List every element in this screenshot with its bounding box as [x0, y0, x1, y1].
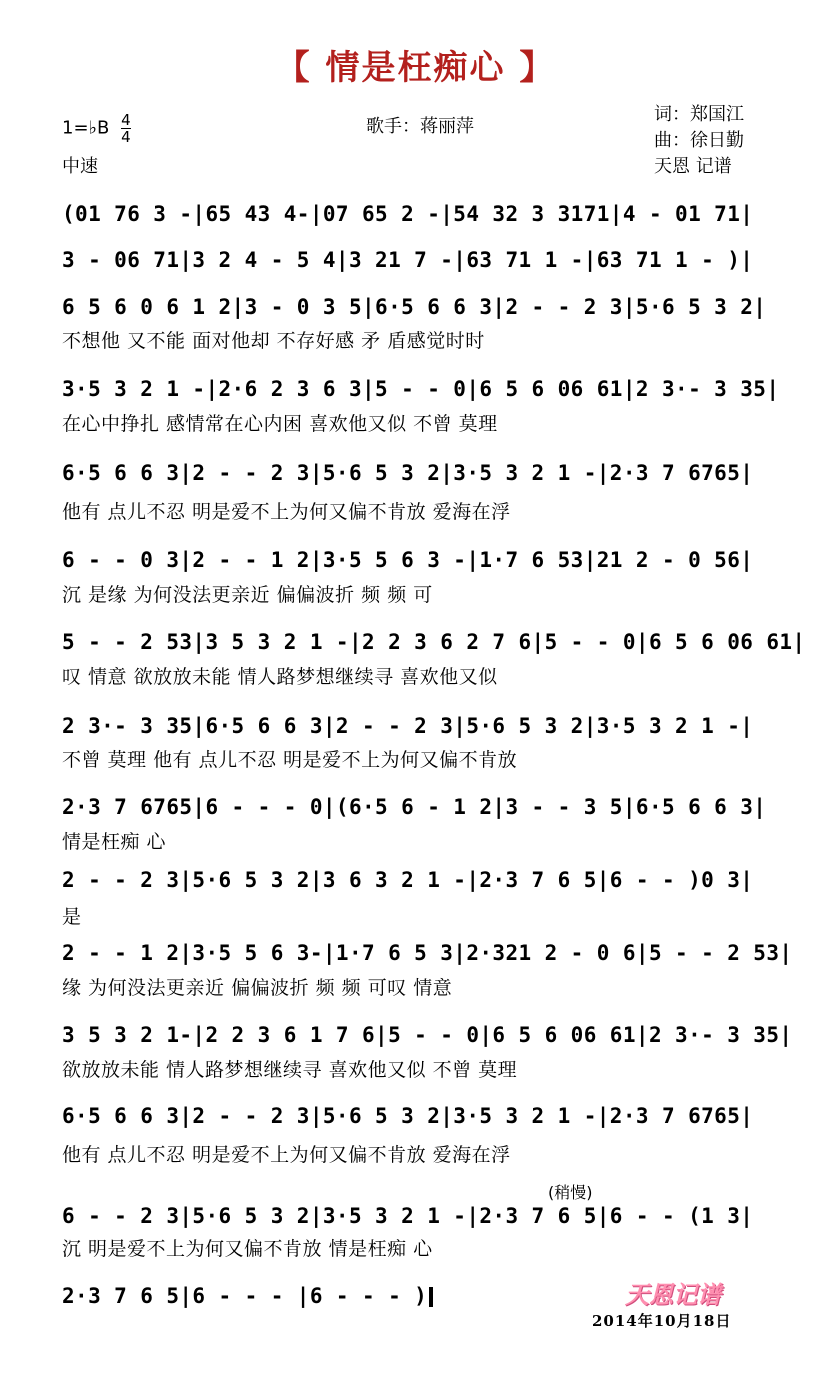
score-notes-line: 3 5 3 2 1-|2 2 3 6 1 7 6|5 - - 0|6 5 6 06 61|2 3·- 3 35| — [62, 1023, 793, 1047]
score-notes-line: 5 - - 2 53|3 5 3 2 1 -|2 2 3 6 2 7 6|5 - - 0|6 5 6 06 61| — [62, 630, 806, 654]
lyric-line: 是 — [62, 906, 82, 928]
lyric-line: 叹 情意 欲放放未能 情人路梦想继续寻 喜欢他又似 — [62, 666, 498, 688]
lyric-line: 沉 是缘 为何没法更亲近 偏偏波折 频 频 可 — [62, 584, 433, 606]
transcriber: 天恩 记谱 — [654, 156, 732, 177]
score-notes-line: 2 - - 1 2|3·5 5 6 3-|1·7 6 5 3|2·321 2 - 0 6|5 - - 2 53| — [62, 941, 793, 965]
score-notes-line: 2 3·- 3 35|6·5 6 6 3|2 - - 2 3|5·6 5 3 2|3·5 3 2 1 -| — [62, 714, 754, 738]
score-notes-line: 3 - 06 71|3 2 4 - 5 4|3 21 7 -|63 71 1 -|63 71 1 - )| — [62, 248, 754, 272]
score-notes-line: 6 - - 2 3|5·6 5 3 2|3·5 3 2 1 -|2·3 7 6 5|6 - - (1 3| — [62, 1204, 754, 1228]
score-notes-line: 6·5 6 6 3|2 - - 2 3|5·6 5 3 2|3·5 3 2 1 -|2·3 7 6765| — [62, 461, 754, 485]
composer: 曲：徐日勤 — [654, 130, 744, 151]
lyric-line: 不想他 又不能 面对他却 不存好感 矛 盾感觉时时 — [62, 330, 485, 352]
time-signature — [121, 112, 131, 145]
score-notes-line: 3·5 3 2 1 -|2·6 2 3 6 3|5 - - 0|6 5 6 06 61|2 3·- 3 35| — [62, 377, 780, 401]
singer: 歌手：蒋丽萍 — [366, 116, 474, 137]
time-denominator: 4 — [121, 128, 131, 146]
score-notes-line: 6 5 6 0 6 1 2|3 - 0 3 5|6·5 6 6 3|2 - - 2 3|5·6 5 3 2| — [62, 295, 767, 319]
date-label: 2014年10月18日 — [592, 1312, 732, 1330]
lyric-line: 缘 为何没法更亲近 偏偏波折 频 频 可叹 情意 — [62, 977, 453, 999]
lyric-line: 他有 点儿不忍 明是爱不上为何又偏不肯放 爱海在浮 — [62, 501, 511, 523]
lyric-line: 在心中挣扎 感情常在心内困 喜欢他又似 不曾 莫理 — [62, 413, 498, 435]
score-notes-line: 2 - - 2 3|5·6 5 3 2|3 6 3 2 1 -|2·3 7 6 5|6 - - )0 3| — [62, 868, 754, 892]
lyric-line: 不曾 莫理 他有 点儿不忍 明是爱不上为何又偏不肯放 — [62, 749, 518, 771]
transcriber-stamp: 天恩记谱 — [625, 1280, 721, 1309]
lyricist: 词：郑国江 — [654, 104, 744, 125]
score-notes-line — [62, 1284, 433, 1308]
tempo-change-note: (稍慢) — [548, 1183, 593, 1202]
lyric-line: 沉 明是爱不上为何又偏不肯放 情是枉痴 心 — [62, 1238, 433, 1260]
lyric-line: 欲放放未能 情人路梦想继续寻 喜欢他又似 不曾 莫理 — [62, 1059, 518, 1081]
tempo: 中速 — [62, 156, 98, 177]
key-signature — [62, 112, 131, 145]
score-notes-line: (01 76 3 -|65 43 4-|07 65 2 -|54 32 3 3171|4 - 01 71| — [62, 202, 754, 226]
final-phrase: 2·3 7 6 5|6 - - - |6 - - - ) — [62, 1284, 428, 1308]
score-notes-line: 2·3 7 6765|6 - - - 0|(6·5 6 - 1 2|3 - - 3 5|6·5 6 6 3| — [62, 795, 767, 819]
score-notes-line: 6 - - 0 3|2 - - 1 2|3·5 5 6 3 -|1·7 6 53|21 2 - 0 56| — [62, 548, 754, 572]
song-title: 【 情是枉痴心 】 — [275, 48, 556, 88]
lyric-line: 他有 点儿不忍 明是爱不上为何又偏不肯放 爱海在浮 — [62, 1144, 511, 1166]
lyric-line: 情是枉痴 心 — [62, 831, 167, 853]
score-notes-line: 6·5 6 6 3|2 - - 2 3|5·6 5 3 2|3·5 3 2 1 -|2·3 7 6765| — [62, 1104, 754, 1128]
time-numerator: 4 — [121, 111, 131, 129]
final-barline — [429, 1287, 433, 1307]
key-label: 1=♭B — [62, 117, 110, 139]
